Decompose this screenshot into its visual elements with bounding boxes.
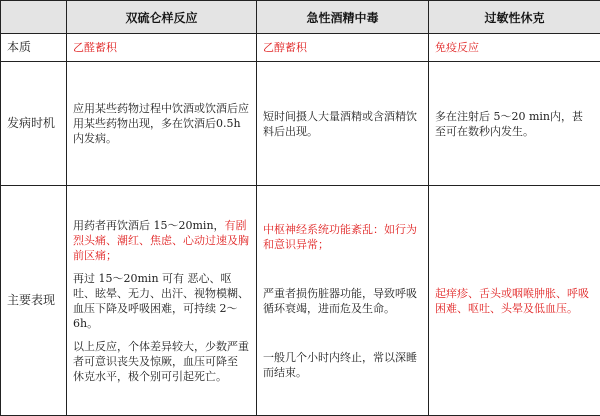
symptoms-disulfiram-p1 xyxy=(73,218,250,263)
onset-anaphylaxis: 多在注射后 5～20 min内，甚至可在数秒内发生。 xyxy=(429,62,600,186)
symptoms-anaphylaxis: 起痒疹、舌头或咽喉肿胀、呼吸困难、呕吐、头晕及低血压。 xyxy=(429,186,600,416)
symptoms-alcohol-p2: 严重者损伤脏器功能，导致呼吸循环衰竭，进而危及生命。 xyxy=(263,286,417,315)
row-essence xyxy=(1,34,600,62)
symptoms-alcohol xyxy=(257,186,429,416)
symptoms-disulfiram xyxy=(67,186,257,416)
header-empty-cell xyxy=(1,1,67,34)
symptoms-disulfiram-p1-plain: 用药者再饮酒后 15～20min， xyxy=(73,218,225,232)
essence-disulfiram: 乙醛蓄积 xyxy=(67,34,257,62)
symptoms-disulfiram-p3: 以上反应，个体差异较大，少数严重者可意识丧失及惊厥，血压可降至 休克水平，极个别可引起死亡。 xyxy=(73,339,249,383)
header-alcohol-poisoning: 急性酒精中毒 xyxy=(257,1,429,34)
onset-disulfiram: 应用某些药物过程中饮酒或饮酒后应用某些药物出现，多在饮酒后0.5h内发病。 xyxy=(67,62,257,186)
row-label-onset: 发病时机 xyxy=(1,62,67,186)
essence-anaphylaxis: 免疫反应 xyxy=(429,34,600,62)
header-anaphylaxis: 过敏性休克 xyxy=(429,1,600,34)
row-label-symptoms: 主要表现 xyxy=(1,186,67,416)
symptoms-alcohol-p3: 一般几个小时内终止，常以深睡而结束。 xyxy=(263,350,417,379)
row-label-essence: 本质 xyxy=(1,34,67,62)
header-disulfiram: 双硫仑样反应 xyxy=(67,1,257,34)
essence-alcohol: 乙醇蓄积 xyxy=(257,34,429,62)
row-onset xyxy=(1,62,600,186)
row-symptoms xyxy=(1,186,600,416)
symptoms-alcohol-p1: 中枢神经系统功能紊乱：如行为和意识异常； xyxy=(263,222,417,251)
header-row xyxy=(1,1,600,34)
symptoms-disulfiram-p1-red: 有剧烈头痛、潮红、焦虑、心动过速及胸前区痛； xyxy=(73,218,249,262)
symptoms-disulfiram-p2: 再过 15～20min 可有 恶心、呕吐、眩晕、无力、出汗、视物模糊、血压下降及呼吸困难，可持续 2～6h。 xyxy=(73,271,249,330)
onset-alcohol: 短时间摄人大量酒精或含酒精饮料后出现。 xyxy=(257,62,429,186)
